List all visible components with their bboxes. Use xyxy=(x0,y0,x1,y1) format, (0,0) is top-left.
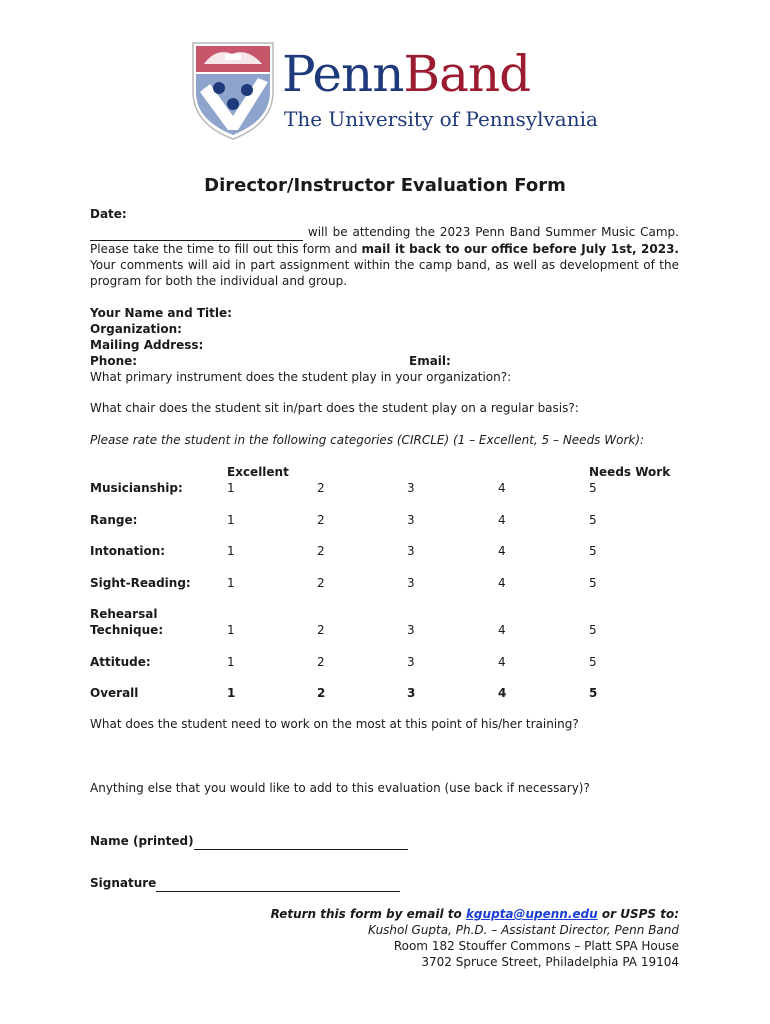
rating-option[interactable]: 4 xyxy=(498,623,506,637)
rating-option[interactable]: 4 xyxy=(498,655,506,669)
rating-option[interactable]: 1 xyxy=(227,655,235,669)
rating-option[interactable]: 5 xyxy=(589,655,597,669)
brand-wordmark xyxy=(282,44,530,104)
intro-line2-b: Your comments will aid in part assignment within the camp band, as well as development of the program for both the individual and group. xyxy=(90,258,679,288)
rating-option[interactable]: 3 xyxy=(407,686,416,700)
student-name-blank[interactable] xyxy=(90,224,303,241)
rating-option[interactable]: 5 xyxy=(589,481,597,495)
rating-option[interactable]: 3 xyxy=(407,481,415,495)
rating-option[interactable]: 2 xyxy=(317,686,326,700)
contact-name: Kushol Gupta, Ph.D. – Assistant Director, Penn Band xyxy=(368,923,679,937)
name-printed-line[interactable] xyxy=(194,833,408,850)
penn-band-logo xyxy=(192,42,598,142)
rating-option[interactable]: 4 xyxy=(498,686,507,700)
rating-option[interactable]: 3 xyxy=(407,513,415,527)
rating-option[interactable]: 5 xyxy=(589,576,597,590)
signature-field[interactable] xyxy=(90,875,400,892)
brand-penn: Penn xyxy=(282,45,404,103)
rating-option[interactable]: 2 xyxy=(317,576,325,590)
rating-option[interactable]: 2 xyxy=(317,544,325,558)
rating-label-sight-reading: Sight-Reading: xyxy=(90,576,191,590)
rating-option[interactable]: 4 xyxy=(498,513,506,527)
rating-option[interactable]: 2 xyxy=(317,513,325,527)
question-anything-else: Anything else that you would like to add to this evaluation (use back if necessary)? xyxy=(90,781,590,795)
rating-option[interactable]: 4 xyxy=(498,576,506,590)
rating-option[interactable]: 1 xyxy=(227,576,235,590)
question-work-on: What does the student need to work on the most at this point of his/her training? xyxy=(90,717,579,731)
rating-label-technique: Technique: xyxy=(90,623,164,637)
email-label[interactable]: Email: xyxy=(409,354,451,368)
rating-option[interactable]: 1 xyxy=(227,513,235,527)
rating-option[interactable]: 3 xyxy=(407,623,415,637)
address-line-2: 3702 Spruce Street, Philadelphia PA 19104 xyxy=(421,955,679,969)
rating-header-needs-work: Needs Work xyxy=(589,465,671,479)
penn-shield-icon xyxy=(192,42,274,140)
rating-label-attitude: Attitude: xyxy=(90,655,151,669)
brand-band: Band xyxy=(403,45,531,103)
rating-option[interactable]: 4 xyxy=(498,481,506,495)
name-printed-field[interactable] xyxy=(90,833,408,850)
return-text-b: or USPS to: xyxy=(601,907,679,921)
rating-option[interactable]: 2 xyxy=(317,481,325,495)
rating-label-intonation: Intonation: xyxy=(90,544,166,558)
organization-label[interactable]: Organization: xyxy=(90,322,182,336)
name-title-label[interactable]: Your Name and Title: xyxy=(90,306,232,320)
rating-label-range: Range: xyxy=(90,513,138,527)
email-link[interactable]: kgupta@upenn.edu xyxy=(465,907,598,921)
return-text-a: Return this form by email to xyxy=(270,907,462,921)
rating-option[interactable]: 1 xyxy=(227,544,235,558)
date-label[interactable]: Date: xyxy=(90,207,127,221)
rating-option[interactable]: 3 xyxy=(407,544,415,558)
rating-option[interactable]: 2 xyxy=(317,655,325,669)
rating-label-overall: Overall xyxy=(90,686,139,700)
rating-option[interactable]: 1 xyxy=(227,481,235,495)
question-chair: What chair does the student sit in/part does the student play on a regular basis?: xyxy=(90,401,579,415)
rating-option[interactable]: 5 xyxy=(589,623,597,637)
signature-line[interactable] xyxy=(156,875,400,892)
rating-option[interactable]: 2 xyxy=(317,623,325,637)
rating-option[interactable]: 5 xyxy=(589,513,597,527)
rating-option[interactable]: 1 xyxy=(227,686,236,700)
rating-option[interactable]: 3 xyxy=(407,576,415,590)
signature-label: Signature xyxy=(90,876,157,890)
return-line xyxy=(271,906,679,922)
intro-sentence: will be attending the 2023 Penn Band Summer Music Camp. xyxy=(307,225,679,239)
intro-line2-a: Please take the time to fill out this form and xyxy=(90,242,358,256)
rating-label-musicianship: Musicianship: xyxy=(90,481,183,495)
name-printed-label: Name (printed) xyxy=(90,834,194,848)
rating-label-rehearsal: Rehearsal xyxy=(90,607,158,621)
question-instrument: What primary instrument does the student play in your organization?: xyxy=(90,370,512,384)
rating-option[interactable]: 5 xyxy=(589,544,597,558)
mailing-address-label[interactable]: Mailing Address: xyxy=(90,338,204,352)
address-line-1: Room 182 Stouffer Commons – Platt SPA House xyxy=(393,939,679,953)
return-instructions xyxy=(271,906,679,970)
form-title: Director/Instructor Evaluation Form xyxy=(204,175,566,196)
rating-instruction: Please rate the student in the following categories (CIRCLE) (1 – Excellent, 5 – Needs Work): xyxy=(90,433,645,447)
rating-header-excellent: Excellent xyxy=(227,465,289,479)
intro-deadline: mail it back to our office before July 1st, 2023. xyxy=(361,242,679,256)
rating-option[interactable]: 3 xyxy=(407,655,415,669)
rating-option[interactable]: 5 xyxy=(589,686,598,700)
phone-label[interactable]: Phone: xyxy=(90,354,138,368)
intro-paragraph xyxy=(90,224,679,289)
rating-option[interactable]: 1 xyxy=(227,623,235,637)
brand-subtitle: The University of Pennsylvania xyxy=(284,107,598,131)
rating-option[interactable]: 4 xyxy=(498,544,506,558)
